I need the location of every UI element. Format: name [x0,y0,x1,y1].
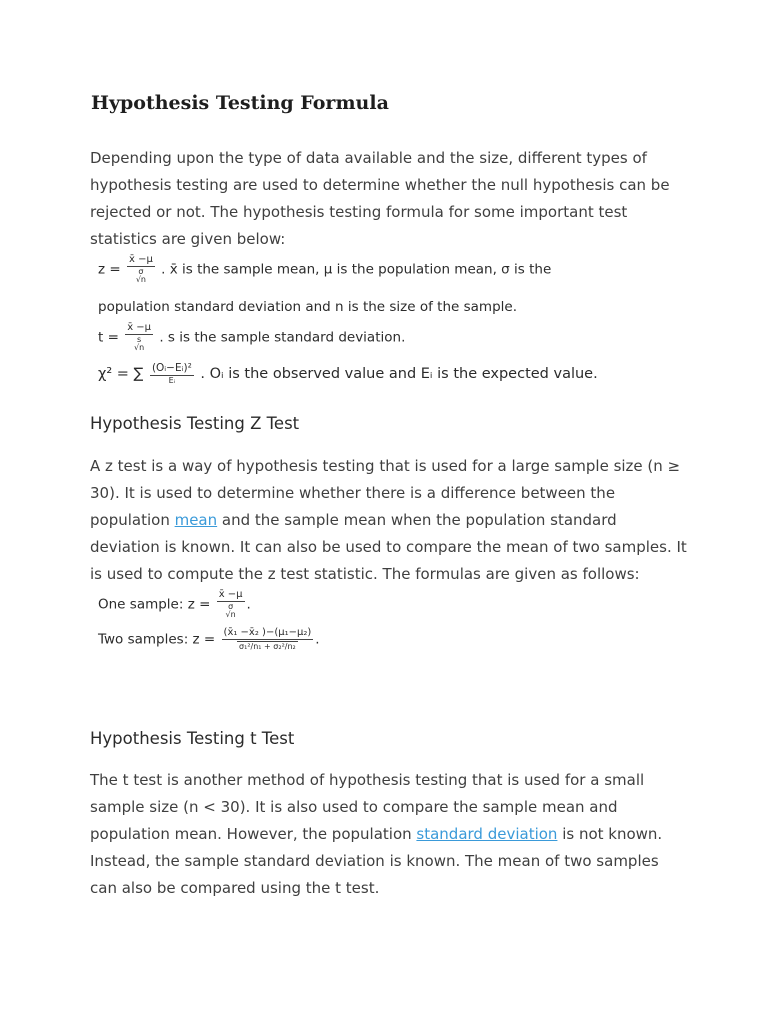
one-sample-label: One sample: z = [98,596,211,613]
two-samples-end: . [315,631,320,648]
mean-link[interactable]: mean [174,511,218,529]
one-sample-den-bottom: √n [225,610,236,619]
page-title: Hypothesis Testing Formula [91,92,389,114]
chi-square-formula [98,363,598,385]
t-test-text-2: is not known. Instead, the sample standard deviation is known. The mean of two samples can also be compared using the t test. [90,825,663,897]
z-formula [98,255,551,284]
chi-square-numerator: (Oᵢ−Eᵢ)² [151,362,192,374]
chi-square-fraction [150,363,194,385]
one-sample-end: . [246,596,251,613]
z-test-text-1: A z test is a way of hypothesis testing that is used for a large sample size (n ≥ 30). It is used to determine whether there is a difference between the population [90,457,681,529]
z-test-paragraph [90,453,690,588]
t-formula-den-top: s [137,335,142,344]
t-formula-fraction [125,323,153,352]
z-test-heading: Hypothesis Testing Z Test [90,414,300,433]
z-formula-explanation-2: population standard deviation and n is the size of the sample. [98,299,517,315]
intro-paragraph: Depending upon the type of data available and the size, different types of hypothesis testing are used to determine whether the null hypothesis can be rejected or not. The hypothesis testing formula for some important test statistics are given below: [90,149,670,248]
one-sample-numerator: x̄ −μ [218,589,243,600]
standard-deviation-link[interactable]: standard deviation [416,825,558,843]
z-formula-explanation: . x̄ is the sample mean, μ is the population mean, σ is the [161,261,552,278]
two-samples-denominator: σ₁²/n₁ + σ₂²/n₂ [239,642,296,651]
z-formula-den-top: σ [138,267,144,276]
t-formula-lhs: t = [98,329,119,346]
t-test-heading: Hypothesis Testing t Test [90,729,295,748]
two-samples-fraction [222,628,314,651]
z-formula-lhs: z = [98,261,121,278]
t-formula [98,323,405,352]
z-formula-fraction [127,255,155,284]
t-formula-explanation: . s is the sample standard deviation. [159,329,406,346]
t-formula-numerator: x̄ −μ [127,322,152,333]
z-two-samples-formula [98,628,320,651]
z-formula-explanation-line-2 [98,301,517,315]
one-sample-fraction [217,590,245,619]
two-samples-numerator: (x̄₁ −x̄₂ )−(μ₁−μ₂) [223,627,312,638]
t-test-paragraph [90,767,690,902]
one-sample-den-top: σ [228,602,234,611]
t-formula-den-bottom: √n [134,343,145,352]
z-one-sample-formula [98,590,251,619]
chi-square-lhs: χ² = ∑ [98,365,144,382]
chi-square-denominator: Eᵢ [168,375,176,385]
z-formula-den-bottom: √n [135,275,146,284]
z-formula-numerator: x̄ −μ [129,254,153,265]
z-test-text-2: and the sample mean when the population standard deviation is known. It can also be used to compare the mean of two samples. It is used to compute the z test statistic. The formulas are given as follows: [90,511,687,583]
chi-square-explanation: . Oᵢ is the observed value and Eᵢ is the expected value. [200,365,598,382]
two-samples-label: Two samples: z = [98,631,216,648]
t-test-text-1: The t test is another method of hypothesis testing that is used for a small sample size (n < 30). It is also used to compare the sample mean and population mean. However, the population [90,771,645,843]
